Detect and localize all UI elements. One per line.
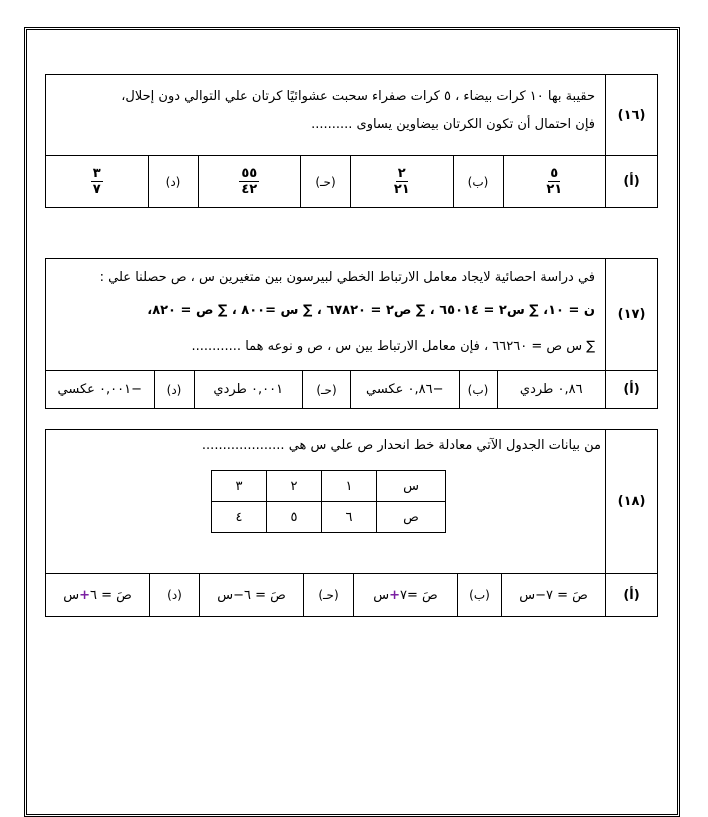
denominator: ٢١ (393, 182, 410, 197)
question-line: حقيبة بها ١٠ كرات بيضاء ، ٥ كرات صفراء سحبت عشوائيًا كرتان علي التوالي دون إحلال، (121, 89, 595, 104)
question-text (46, 259, 605, 370)
table-cell: ١ (322, 471, 377, 502)
option-label-b: (ب) (459, 371, 497, 408)
question-line: من بيانات الجدول الآتي معادلة خط انحدار ص علي س هي .................... (201, 438, 601, 453)
table-cell: ٥ (267, 502, 322, 533)
option-label-d: (د) (149, 574, 199, 616)
question-number: (١٨) (605, 430, 657, 573)
table-row (212, 471, 446, 502)
question-line: في دراسة احصائية لايجاد معامل الارتباط الخطي لبيرسون بين متغيرين س ، ص حصلنا علي : (99, 270, 595, 285)
option-c[interactable]: ٠,٠٠١ طردي (194, 371, 303, 408)
options (46, 371, 605, 408)
option-d[interactable]: −٠,٠٠١ عكسي (57, 382, 142, 397)
option-a[interactable]: ٠,٨٦ طردي (497, 371, 606, 408)
fraction (546, 166, 562, 197)
numerator: ٥ (550, 166, 559, 181)
option-text: صَ =٧ (400, 587, 438, 603)
options (46, 574, 605, 616)
question-line: ن = ١٠، ∑ س٢ = ٦٥٠١٤ ، ∑ ص٢ = ٦٧٨٢٠ ، ∑ س =٨٠٠ ، ∑ ص = ٨٢٠، (147, 303, 595, 318)
operator: + (389, 587, 401, 603)
option-text: س (519, 587, 536, 603)
table-cell: ٣ (212, 471, 267, 502)
option-label-c: (حـ) (300, 156, 350, 207)
operator: − (233, 587, 244, 603)
answer-label-a: (أ) (605, 156, 657, 207)
option-c[interactable] (198, 156, 301, 207)
question-18-options-row (46, 574, 657, 616)
option-label-b: (ب) (457, 574, 501, 616)
option-text: س (63, 587, 80, 603)
question-16-options-row (46, 156, 657, 207)
option-text: صَ = ٦ (89, 587, 132, 603)
option-text: صَ = ٦ (243, 587, 286, 603)
numerator: ٥٥ (241, 166, 258, 181)
table-cell: س (377, 471, 446, 502)
question-16 (45, 74, 658, 208)
option-d[interactable] (46, 574, 149, 616)
question-number: (١٧) (605, 259, 657, 370)
question-text (46, 430, 605, 573)
question-number: (١٦) (605, 75, 657, 155)
option-a[interactable] (503, 156, 606, 207)
option-a[interactable] (501, 574, 605, 616)
option-label-c: (حـ) (303, 574, 353, 616)
fraction (91, 166, 103, 197)
question-line: فإن احتمال أن تكون الكرتان بيضاوين يساوى .......... (311, 117, 595, 132)
option-label-b: (ب) (453, 156, 503, 207)
operator: + (79, 587, 90, 603)
denominator: ٢١ (546, 182, 563, 197)
numerator: ٢ (397, 166, 406, 181)
table-cell: ص (377, 502, 446, 533)
question-line: ∑ س ص = ٦٦٢٦٠ ، فإن معامل الارتباط بين س ، ص و نوعه هما ............ (191, 339, 595, 354)
option-label-c: (حـ) (302, 371, 350, 408)
operator: − (535, 587, 546, 603)
denominator: ٤٢ (241, 182, 258, 197)
question-16-stem-row (46, 75, 657, 156)
option-text: س (373, 587, 390, 603)
option-label-d: (د) (148, 156, 198, 207)
fraction (394, 166, 410, 197)
question-18-stem-row (46, 430, 657, 574)
question-18 (45, 429, 658, 617)
option-b[interactable]: −٠,٨٦ عكسي (350, 371, 459, 408)
question-text (46, 75, 605, 155)
option-text: صَ = ٧ (545, 587, 588, 603)
option-label-d: (د) (154, 371, 194, 408)
denominator: ٧ (92, 182, 101, 197)
table-cell: ٤ (212, 502, 267, 533)
answer-label-a: (أ) (605, 574, 657, 616)
data-table (211, 470, 446, 533)
answer-label-a: (أ) (605, 371, 657, 408)
question-17-options-row (46, 371, 657, 408)
table-row (212, 502, 446, 533)
table-cell: ٦ (322, 502, 377, 533)
option-text: س (217, 587, 234, 603)
question-17-stem-row (46, 259, 657, 371)
option-b[interactable] (353, 574, 457, 616)
fraction (239, 166, 259, 197)
option-b[interactable] (350, 156, 453, 207)
question-17 (45, 258, 658, 409)
table-cell: ٢ (267, 471, 322, 502)
options (46, 156, 605, 207)
option-d[interactable] (46, 156, 148, 207)
numerator: ٣ (92, 166, 101, 181)
option-c[interactable] (199, 574, 303, 616)
